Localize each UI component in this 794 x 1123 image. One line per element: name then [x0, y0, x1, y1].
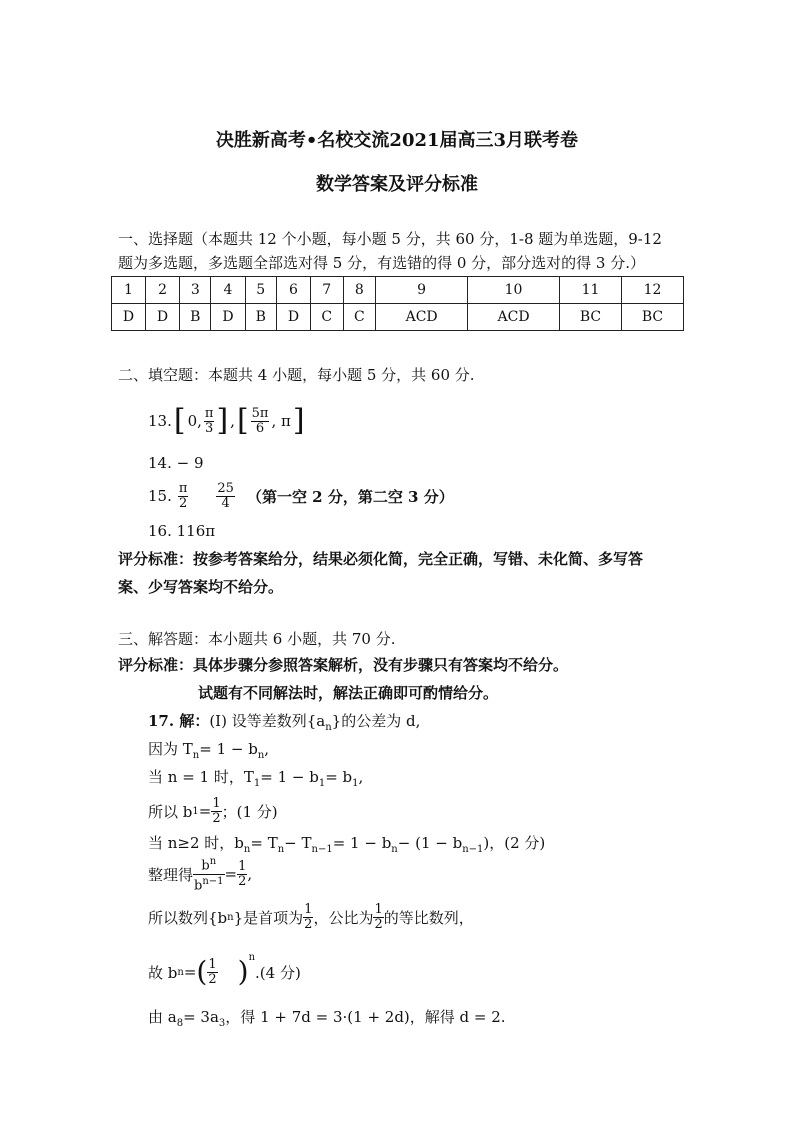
q17-half-2: $\frac{1}{2}$ [238, 858, 247, 889]
answer-cell: D [276, 304, 310, 331]
q17-line5: 当 n≥2 时，$b_n= T_n- T_{n-1}= 1 - b_n- (1 - b_{n-1})$，(2 分) [148, 834, 546, 855]
section2-heading: 二、填空题：本题共 4 小题，每小题 5 分，共 60 分. [118, 366, 475, 384]
q17-half-3: $\frac{1}{2}$ [304, 901, 313, 932]
answer-key-row [112, 304, 684, 331]
question-number-cell: 8 [343, 277, 376, 304]
answer-table [111, 276, 684, 331]
question-number-cell: 2 [146, 277, 180, 304]
section2-standard-line2: 案、少写答案均不给分。 [118, 578, 284, 596]
q17-line9: 由 $a_8= 3a_3$，得 1 + 7d = 3·(1 + 2d)，解得 d = 2. [148, 1008, 506, 1029]
q15-pi-over-2: $\frac{\pi}{2}$ [178, 480, 188, 511]
q16-answer: 16. 116π [148, 522, 216, 540]
answer-cell: D [211, 304, 245, 331]
q13-left-bracket-2: [ [236, 403, 249, 438]
page-subtitle: 数学答案及评分标准 [316, 174, 478, 195]
section2-standard-line1: 评分标准：按参考答案给分，结果必须化简，完全正确，写错、未化简、多写答 [118, 550, 644, 568]
q17-line3: 当 n = 1 时，$T_1= 1 - b_1= b_1$, [148, 768, 364, 789]
answer-cell: C [343, 304, 376, 331]
question-number-cell: 11 [560, 277, 622, 304]
answer-cell: BC [621, 304, 683, 331]
answer-cell: ACD [468, 304, 560, 331]
question-number-cell: 7 [310, 277, 343, 304]
answer-number-row [112, 277, 684, 304]
q13-5pi-over-6: $\frac{5\pi}{6}$ [251, 405, 269, 436]
q15-25-over-4: $\frac{25}{4}$ [217, 480, 234, 511]
q17-line6: 整理得 $\frac{b^n}{b^{n-1}}$ = $\frac{1}{2}$ , [148, 856, 253, 893]
q17-line7: 所以数列{b n }是首项为 $\frac{1}{2}$ ，公比为 $\frac{1}{2}$ 的等比数列， [148, 901, 474, 932]
q13-pi: , π [271, 412, 291, 430]
section3-standard-line1: 评分标准：具体步骤分参照答案解析，没有步骤只有答案均不给分。 [118, 656, 569, 674]
answer-cell: D [146, 304, 180, 331]
answer-cell: ACD [376, 304, 468, 331]
answer-cell: BC [560, 304, 622, 331]
q13-answer [148, 398, 305, 444]
answer-cell: D [112, 304, 146, 331]
q13-label: 13. [148, 412, 172, 430]
q13-right-bracket-2: ] [292, 403, 305, 438]
page-title: 决胜新高考•名校交流2021届高三3月联考卷 [215, 130, 579, 151]
question-number-cell: 9 [376, 277, 468, 304]
section1-heading-line1: 一、选择题（本题共 12 个小题，每小题 5 分，共 60 分，1-8 题为单选题，9-12 [118, 230, 662, 248]
q13-zero: 0, [187, 412, 202, 430]
question-number-cell: 10 [468, 277, 560, 304]
question-number-cell: 3 [180, 277, 211, 304]
question-number-cell: 1 [112, 277, 146, 304]
q13-right-bracket: ] [216, 403, 229, 438]
section3-heading: 三、解答题：本小题共 6 小题，共 70 分. [118, 630, 396, 648]
question-number-cell: 5 [245, 277, 276, 304]
q13-comma: , [230, 412, 235, 430]
q15-note: （第一空 2 分，第二空 3 分） [246, 487, 454, 506]
section1-heading-line2: 题为多选题，多选题全部选对得 5 分，有选错的得 0 分，部分选对的得 3 分.） [118, 254, 646, 272]
section3-standard-line2: 试题有不同解法时，解法正确即可酌情给分。 [198, 684, 499, 702]
q13-pi-over-3: $\frac{\pi}{3}$ [204, 405, 214, 436]
q13-left-bracket: [ [173, 403, 186, 438]
q17-ratio: $\frac{b^n}{b^{n-1}}$ [194, 856, 224, 893]
question-number-cell: 12 [621, 277, 683, 304]
q17-line2: 因为 $T_n= 1 - b_n$, [148, 740, 270, 761]
q17-half: $\frac{1}{2}$ [212, 795, 221, 826]
q17-line4: 所以 b 1 = $\frac{1}{2}$ ；(1 分) [148, 795, 278, 826]
q15-answer [148, 478, 454, 514]
q17-half-4: $\frac{1}{2}$ [374, 901, 383, 932]
q17-line8: 故 b n = ( $\frac{1}{2}$ ) $^n$ .(4 分) [148, 952, 301, 988]
question-number-cell: 4 [211, 277, 245, 304]
q17-line1: 17. 解：(Ⅰ) 设等差数列$\{a_n\}$的公差为 d, [148, 712, 421, 733]
question-number-cell: 6 [276, 277, 310, 304]
answer-cell: B [180, 304, 211, 331]
answer-cell: B [245, 304, 276, 331]
q17-half-5: $\frac{1}{2}$ [208, 956, 217, 987]
q14-answer: 14. − 9 [148, 454, 204, 472]
answer-cell: C [310, 304, 343, 331]
q15-label: 15. [148, 487, 172, 505]
